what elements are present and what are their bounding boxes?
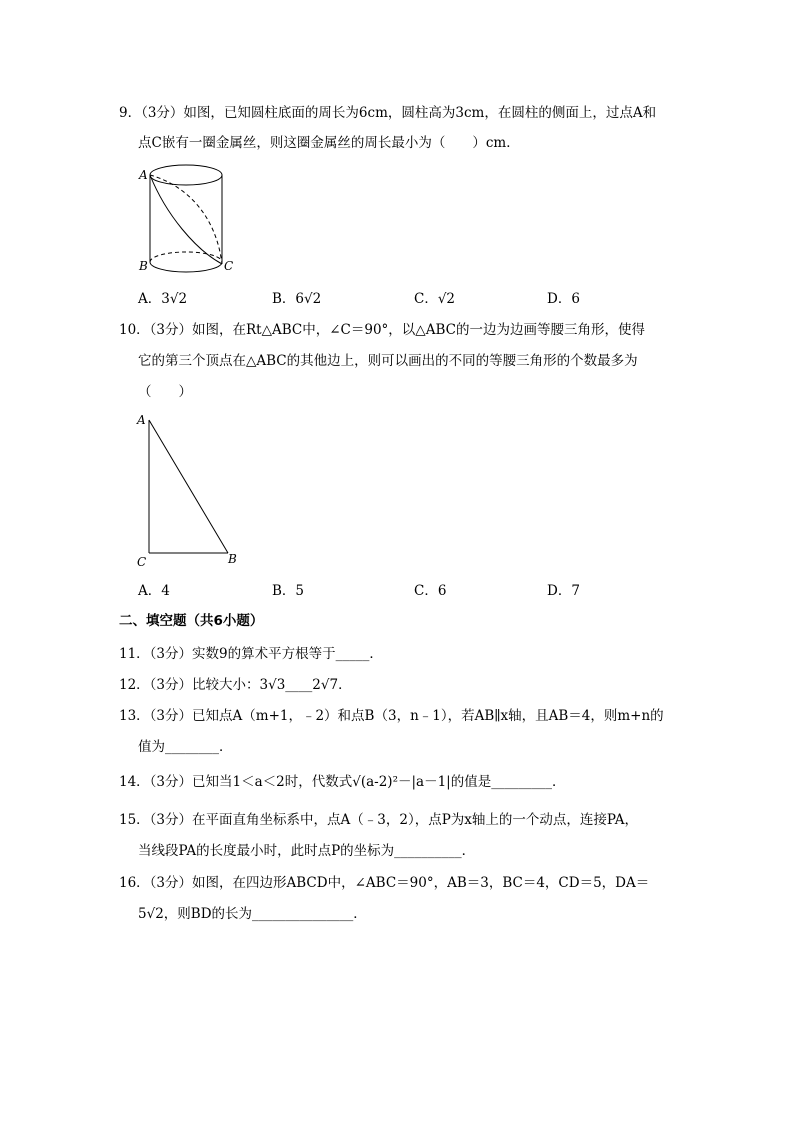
cylinder-label-c: C	[224, 259, 234, 273]
cylinder-label-b: B	[139, 259, 148, 273]
triangle-label-c: C	[137, 555, 147, 569]
q15-line1: 15．（3分）在平面直角坐标系中，点A（﹣3，2），点P为x轴上的一个动点，连接PA，	[119, 812, 638, 828]
q10-option-b: B．5	[272, 583, 305, 599]
q14: 14．（3分）已知当1＜a＜2时，代数式√(a-2)²－|a－1|的值是_________．	[119, 774, 566, 790]
q13-line1: 13．（3分）已知点A（m+1，﹣2）和点B（3，n﹣1），若AB∥x轴，且AB＝4，则m+n的	[119, 708, 664, 724]
q9-line2: 点C嵌有一圈金属丝，则这圈金属丝的周长最小为（ ）cm．	[138, 135, 520, 151]
q10-option-c: C．6	[414, 583, 447, 599]
q10-line2: 它的第三个顶点在△ABC的其他边上，则可以画出的不同的等腰三角形的个数最多为	[138, 353, 638, 369]
q9-option-b: B．6√2	[272, 291, 322, 307]
q9-line1: 9．（3分）如图，已知圆柱底面的周长为6cm，圆柱高为3cm，在圆柱的侧面上，过点A和	[119, 105, 657, 121]
q9-option-a: A．3√2	[138, 291, 188, 307]
q9-option-d: D．6	[547, 291, 580, 307]
q10-option-a: A．4	[138, 583, 170, 599]
q16-line1: 16．（3分）如图，在四边形ABCD中，∠ABC＝90°，AB＝3，BC＝4，CD＝5，DA＝	[119, 875, 650, 891]
cylinder-figure	[136, 160, 246, 278]
triangle-label-a: A	[137, 413, 146, 427]
q11: 11．（3分）实数9的算术平方根等于_____．	[119, 646, 383, 662]
q10-line3: （ ）	[138, 384, 192, 400]
section-heading-fill-in: 二、填空题（共6小题）	[119, 613, 264, 629]
cylinder-label-a: A	[139, 168, 148, 182]
triangle-label-b: B	[228, 552, 237, 566]
q13-line2: 值为________．	[138, 739, 233, 755]
q16-line2: 5√2，则BD的长为_______________．	[138, 906, 367, 922]
q12: 12．（3分）比较大小：3√3____2√7．	[119, 677, 352, 693]
q10-line1: 10．（3分）如图，在Rt△ABC中，∠C＝90°，以△ABC的一边为边画等腰三角形，使得	[119, 322, 645, 338]
q9-option-c: C．√2	[414, 291, 456, 307]
triangle-figure	[134, 410, 244, 572]
q10-option-d: D．7	[547, 583, 580, 599]
q15-line2: 当线段PA的长度最小时，此时点P的坐标为__________．	[138, 843, 476, 859]
